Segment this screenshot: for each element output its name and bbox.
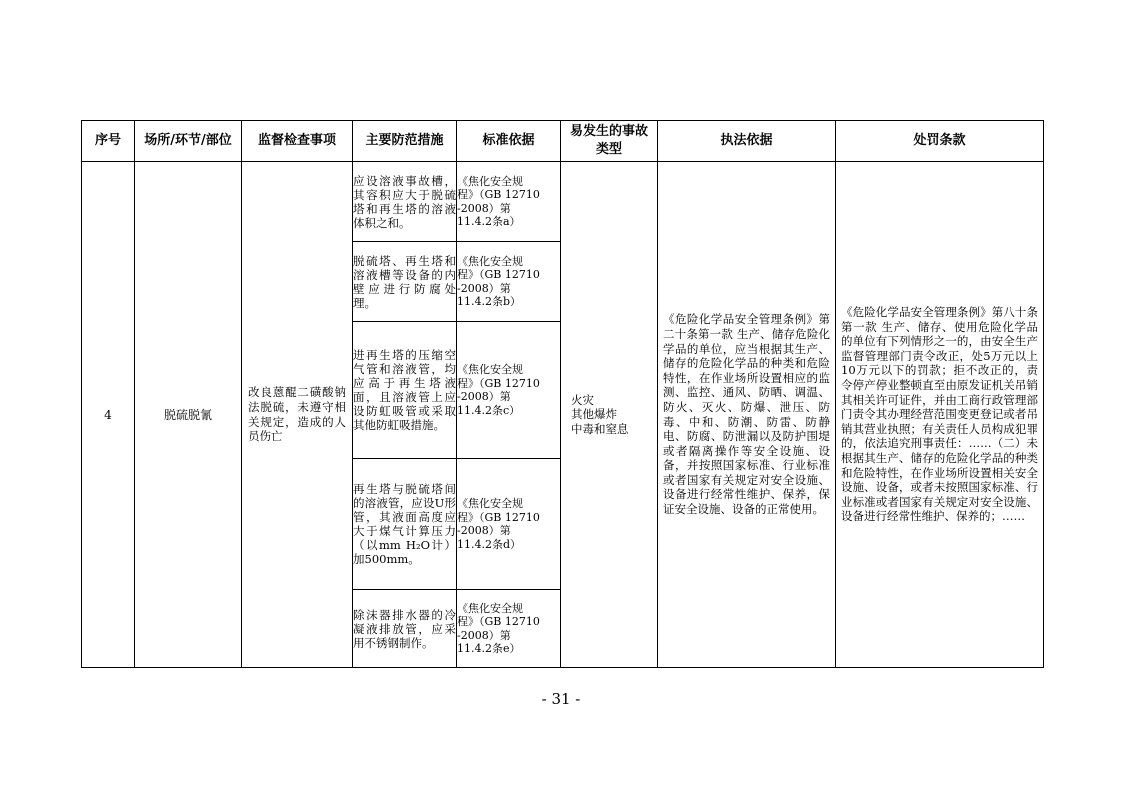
standard-line: 《焦化安全规 [457,497,523,510]
standard-line: 程》（GB 12710 [457,188,540,201]
standard-line: 程》（GB 12710 [457,510,540,524]
standard-line: 《焦化安全规 [457,174,523,188]
standard-line: 程》（GB 12710 [457,268,540,281]
standard-line: 程》（GB 12710 [457,376,540,390]
header-row [82,121,1044,162]
page-number: - 31 - [541,690,581,708]
cell-law: 《危险化学品安全管理条例》第二十条第一款 生产、储存危险化学品的单位，应当根据其生产、储存的危险化学品的种类和危险特性，在作业场所设置相应的监测、监控、通风、防晒、调温、防火、灭火、防爆、泄压、防毒、中和、防潮、防雷、防静电、防腐、防泄漏以及防护围堤或者隔离操作等安全设施、设备，并按照国家标准、行业标准或者国家有关规定对安全设施、设备进行经常性维护、保养，保证安全设施、设备的正常使用。 [658,162,836,668]
cell-standard-3 [457,322,561,459]
cell-penalty: 《危险化学品安全管理条例》第八十条第一款 生产、储存、使用危险化学品的单位有下列情形之一的，由安全生产监督管理部门责令改正，处5万元以上10万元以下的罚款；拒不改正的，责令停产停业整顿直至由原发证机关吊销其相关许可证件，并由工商行政管理部门责令其办理经营范围变更登记或者吊销其营业执照；有关责任人员构成犯罪的，依法追究刑事责任：……（二）未根据其生产、储存的危险化学品的种类和危险特性，在作业场所设置相关安全设施、设备，或者未按照国家标准、行业标准或者国家有关规定对安全设施、设备进行经常性维护、保养的；…… [836,162,1044,668]
standard-line: 程》（GB 12710 [457,615,540,628]
cell-measure-1: 应设溶液事故槽，其容积应大于脱硫塔和再生塔的溶液体积之和。 [353,162,457,242]
standard-line: 《焦化安全规 [457,254,523,268]
cell-item: 改良蒽醌二磺酸钠法脱硫，未遵守相关规定，造成的人员伤亡 [242,162,353,668]
cell-standard-2 [457,242,561,322]
standard-line: 《焦化安全规 [457,363,523,376]
accident-line: 火灾 [571,392,594,407]
cell-standard-4 [457,459,561,590]
standard-line: 11.4.2条b） [457,295,522,308]
cell-measure-2: 脱硫塔、再生塔和溶液槽等设备的内壁应进行防腐处理。 [353,242,457,322]
standard-line: 11.4.2条c） [457,403,521,417]
accident-line: 其他爆炸 [571,407,617,422]
header-penalty: 处罚条款 [836,121,1044,162]
standard-line: 11.4.2条d） [457,537,522,551]
header-seq: 序号 [82,121,135,162]
cell-measure-5: 除沫器排水器的冷凝液排放管，应采用不锈钢制作。 [353,590,457,668]
cell-measure-4: 再生塔与脱硫塔间的溶液管，应设U形管，其液面高度应大于煤气计算压力（以mm H₂O计）加500mm。 [353,459,457,590]
header-place: 场所/环节/部位 [135,121,242,162]
standard-line: 11.4.2条e） [457,642,521,655]
table-row [82,162,1044,242]
standard-line: -2008）第 [457,628,511,642]
standard-line: 《焦化安全规 [457,601,523,615]
cell-standard-1 [457,162,561,242]
cell-measure-3: 进再生塔的压缩空气管和溶液管，均应高于再生塔液面，且溶液管上应设防虹吸管或采取其他防虹吸措施。 [353,322,457,459]
regulation-table [81,120,1044,668]
header-accident: 易发生的事故类型 [561,121,658,162]
cell-accident [561,162,658,668]
header-measure: 主要防范措施 [353,121,457,162]
header-standard: 标准依据 [457,121,561,162]
cell-seq: 4 [82,162,135,668]
standard-line: -2008）第 [457,201,511,215]
accident-line: 中毒和窒息 [571,421,629,436]
header-item: 监督检查事项 [242,121,353,162]
cell-standard-5 [457,590,561,668]
standard-line: -2008）第 [457,524,511,537]
standard-line: 11.4.2条a） [457,215,521,228]
cell-place: 脱硫脱氰 [135,162,242,668]
standard-line: -2008）第 [457,390,511,403]
header-law: 执法依据 [658,121,836,162]
standard-line: -2008）第 [457,281,511,295]
